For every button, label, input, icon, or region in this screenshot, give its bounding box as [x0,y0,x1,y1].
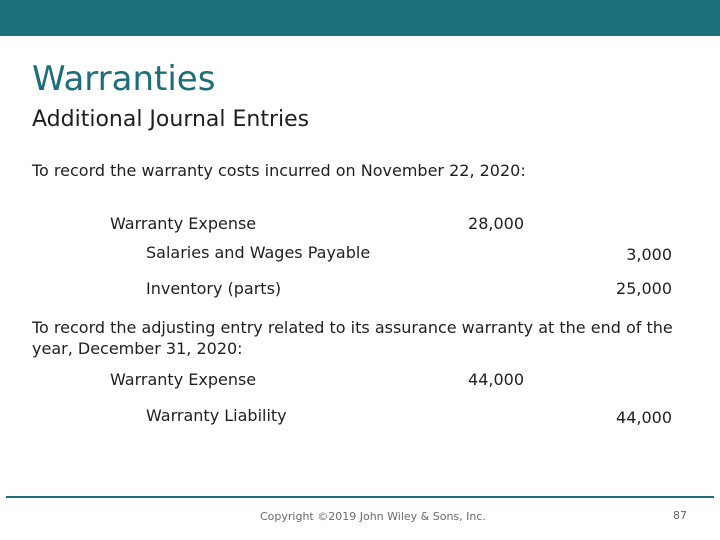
footer-divider [6,496,714,498]
entry1-debit-amount: 28,000 [468,214,524,233]
entry2-debit-amount: 44,000 [468,370,524,389]
header-bar [0,0,720,36]
slide-title: Warranties [32,59,216,99]
entry1-credit2-amount: 25,000 [616,279,672,298]
entry1-credit1-account: Salaries and Wages Payable [146,243,371,262]
entry1-credit2-account: Inventory (parts) [146,279,282,298]
page-number: 87 [673,509,687,522]
entry1-intro: To record the warranty costs incurred on November 22, 2020: [32,161,526,180]
entry2-debit-account: Warranty Expense [110,370,257,389]
entry1-debit-account: Warranty Expense [110,214,257,233]
entry2-intro: To record the adjusting entry related to its assurance warranty at the end of the year, December 31, 2020: [32,318,673,358]
entry1-credit1-amount: 3,000 [626,245,672,264]
entry2-credit-amount: 44,000 [616,408,672,427]
entry2-credit-account: Warranty Liability [146,406,287,425]
slide-subtitle: Additional Journal Entries [32,107,310,132]
copyright-notice: Copyright ©2019 John Wiley & Sons, Inc. [260,510,486,523]
